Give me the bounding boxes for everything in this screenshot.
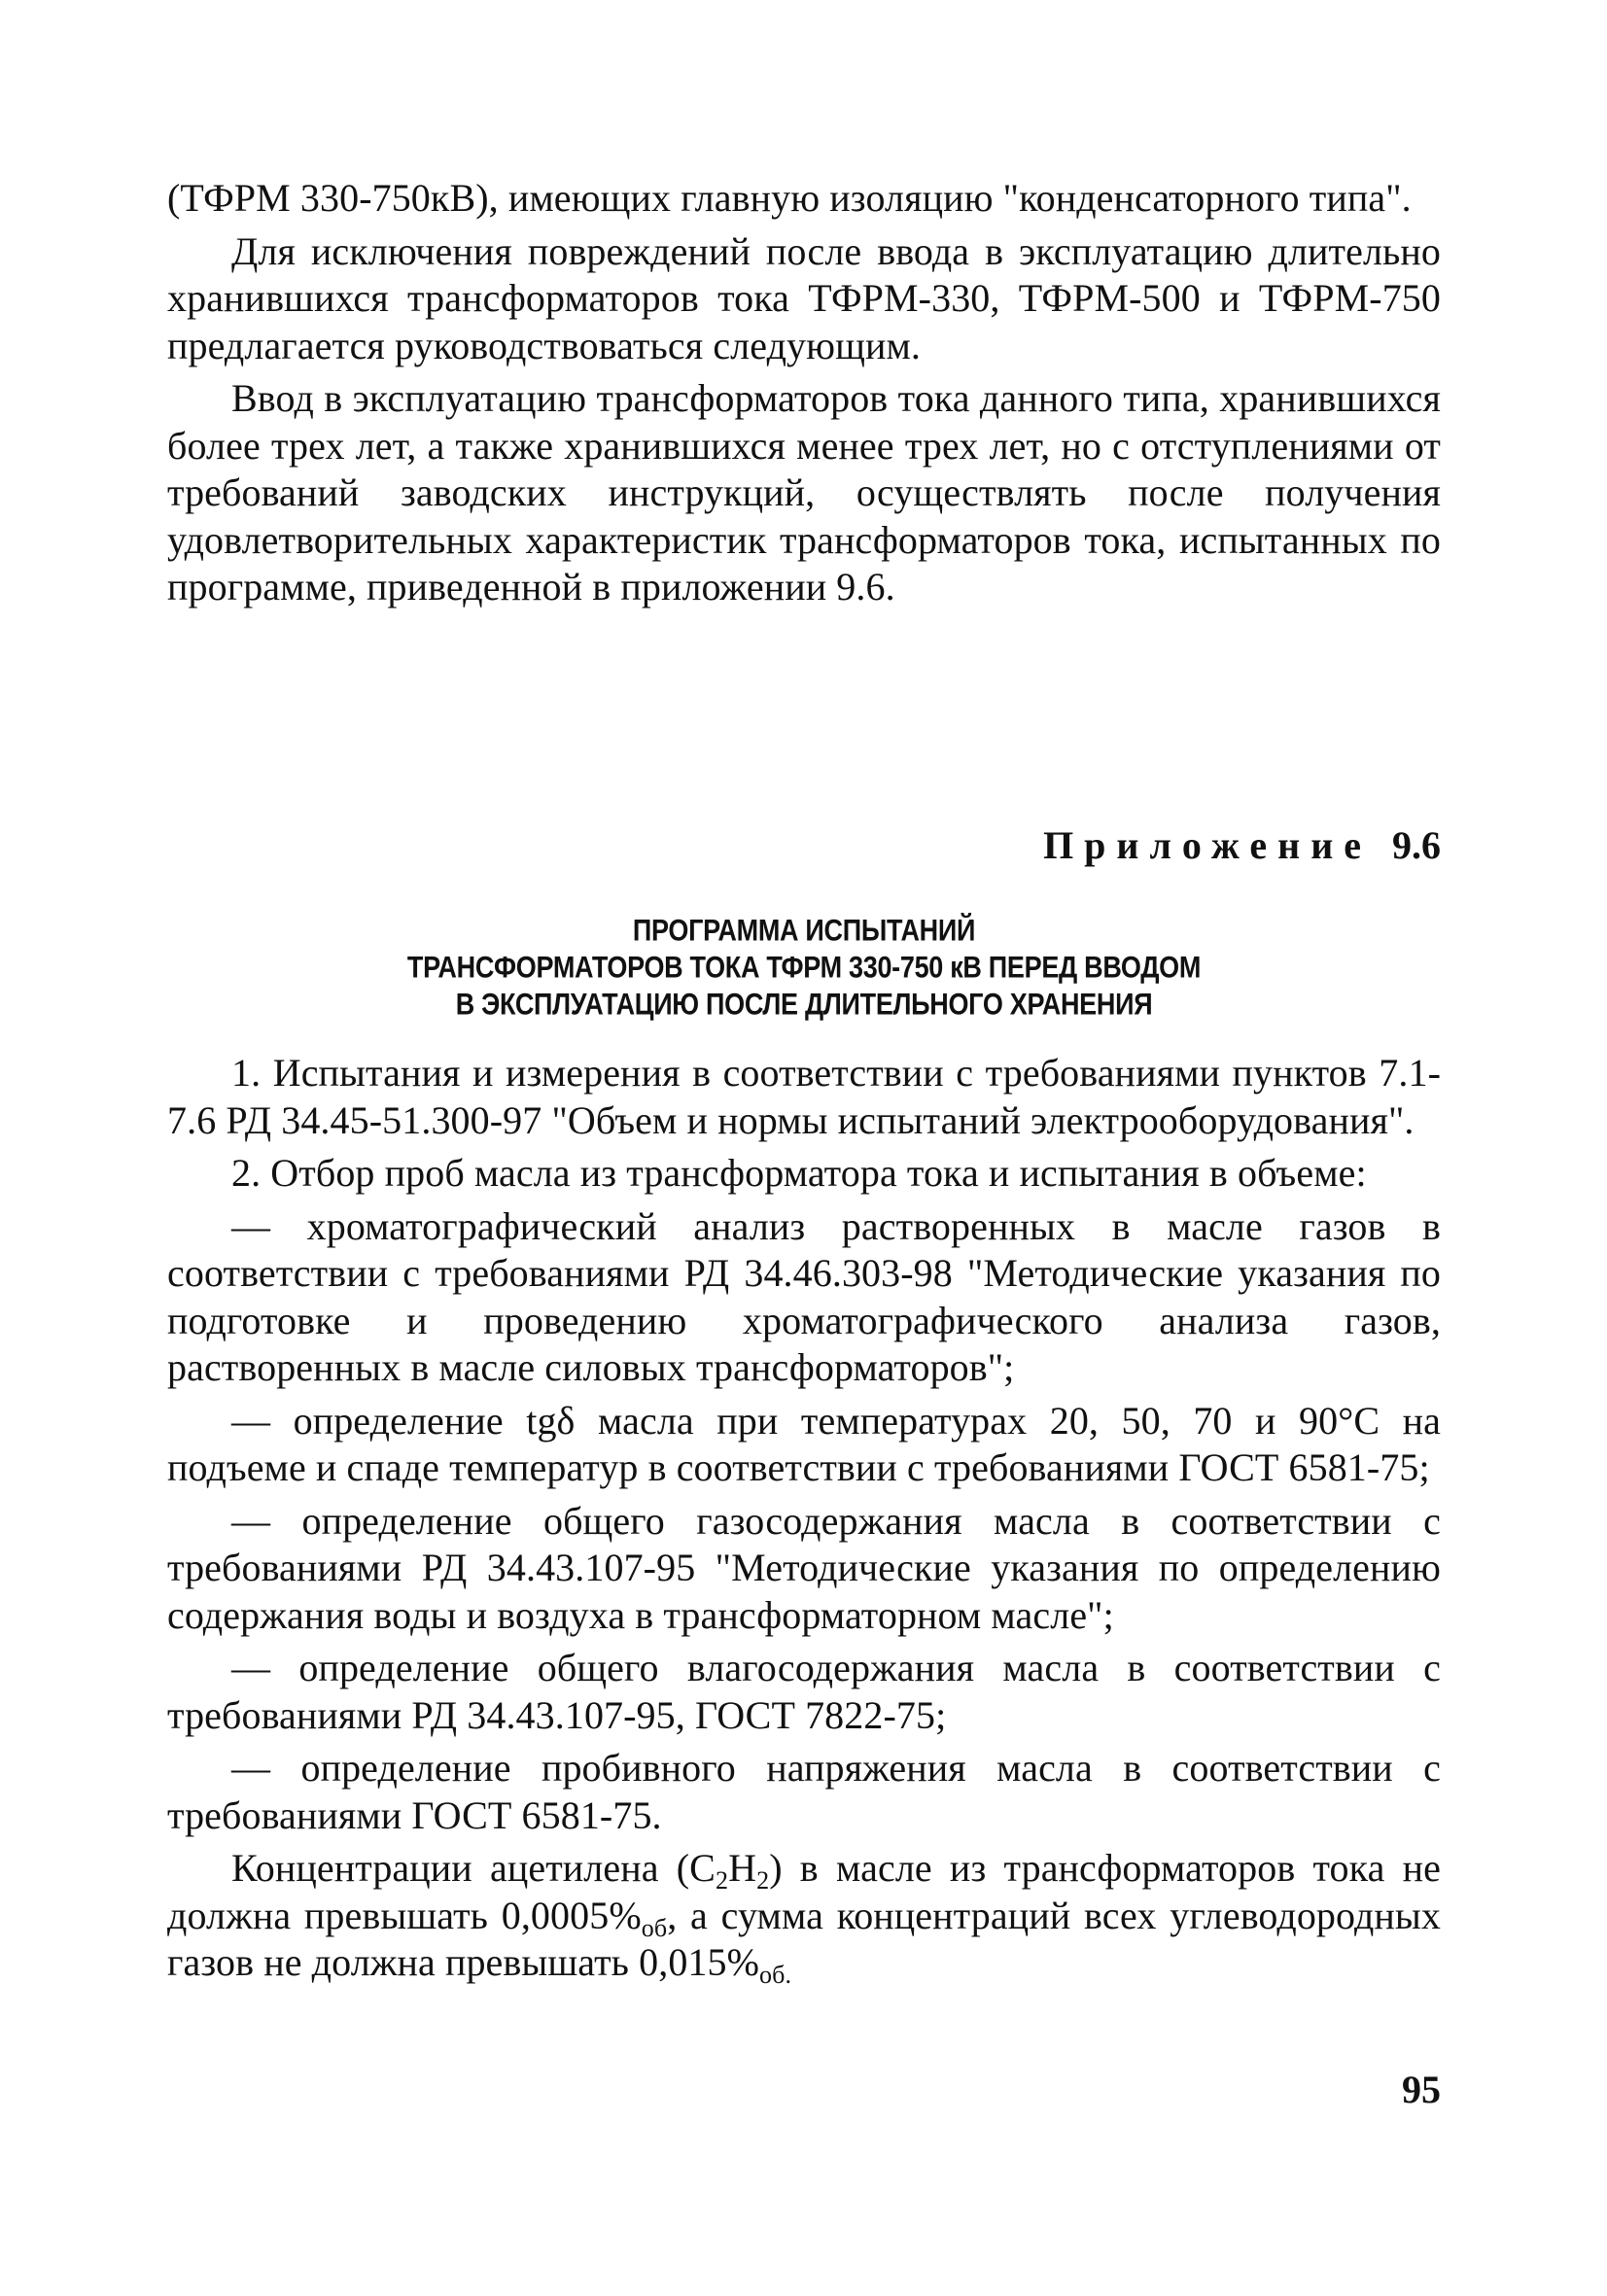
concentration-sub-2: 2 [756,1866,770,1895]
page-number: 95 [1402,2068,1441,2111]
subitem-moisture-content: — определение общего влагосодержания масла в соответствии с требованиями РД 34.43.107-95, ГОСТ 7822-75; [167,1646,1441,1737]
intro-paragraph-purpose: Для исключения повреждений после ввода в эксплуатацию длительно хранившихся трансформаторов тока ТФРМ-330, ТФРМ-500 и ТФРМ-750 предлагается руководствоваться следующим. [167,228,1441,367]
subitem-tg-delta: — определение tgδ масла при температурах 20, 50, 70 и 90°С на подъеме и спаде температур в соответствии с требованиями ГОСТ 6581-75; [167,1398,1441,1489]
subitem-chromatography: — хроматографический анализ растворенных в масле газов в соответствии с требованиями РД 34.46.303-98 "Методические указания по подготовке и проведению хроматографического анализа газов, растворенных в масле силовых трансформаторов"; [167,1203,1441,1389]
appendix-label [1043,822,1441,868]
concentration-sub-3: об [641,1913,668,1942]
appendix-number: 9.6 [1392,823,1441,867]
item-1-tests: 1. Испытания и измерения в соответствии с требованиями пунктов 7.1-7.6 РД 34.45-51.300-97 "Объем и нормы испытаний электрооборудования". [167,1051,1441,1142]
intro-paragraph-commissioning: Ввод в эксплуатацию трансформаторов тока данного типа, хранившихся более трех лет, а также хранившихся менее трех лет, но с отступлениями от требований заводских инструкций, осуществлять после получения удовлетворительных характеристик трансформаторов тока, испытанных по программе, приведенной в приложении 9.6. [167,376,1441,609]
subitem-gas-content: — определение общего газосодержания масла в соответствии с требованиями РД 34.43.107-95 "Методические указания по определению содержания воды и воздуха в трансформаторном масле"; [167,1498,1441,1637]
concentration-sub-1: 2 [715,1866,729,1895]
intro-paragraph-continuation: (ТФРМ 330-750кВ), имеющих главную изоляцию "конденсаторного типа". [167,176,1412,220]
concentration-sub-4: об. [759,1961,792,1989]
program-body [167,1050,1441,1987]
heading-line-1: ПРОГРАММА ИСПЫТАНИЙ [632,913,976,948]
item-2-oil-sampling: 2. Отбор проб масла из трансформатора тока и испытания в объеме: [231,1151,1367,1195]
program-heading [167,912,1441,1023]
subitem-breakdown-voltage: — определение пробивного напряжения масла в соответствии с требованиями ГОСТ 6581-75. [167,1746,1441,1837]
appendix-label-text: Приложение [1043,823,1372,867]
concentration-paragraph [167,1845,1441,1987]
heading-line-3: В ЭКСПЛУАТАЦИЮ ПОСЛЕ ДЛИТЕЛЬНОГО ХРАНЕНИЯ [455,987,1153,1022]
concentration-text-2: H [728,1846,757,1890]
concentration-text-4: , а сумма концентраций всех углеводородных газов не должна превышать 0,015% [167,1893,1441,1984]
concentration-text-1: Концентрации ацетилена (C [231,1846,716,1890]
concentration-text-3: ) в масле из трансформаторов тока не должна превышать 0,0005% [167,1846,1441,1937]
heading-line-2: ТРАНСФОРМАТОРОВ ТОКА ТФРМ 330-750 кВ ПЕРЕД ВВОДОМ [406,950,1202,985]
document-page [167,175,1441,2236]
